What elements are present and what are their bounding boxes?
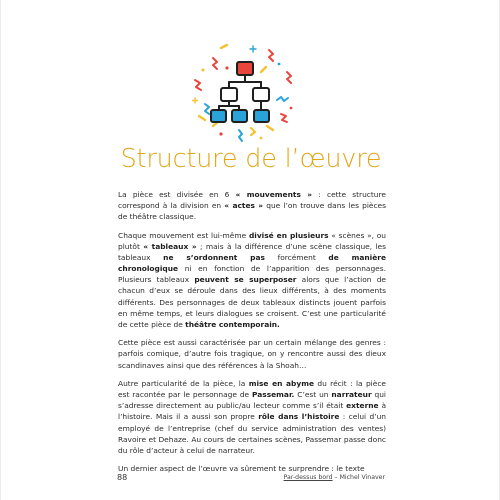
emphasis-text: Passemar. xyxy=(252,390,295,400)
text-run: qui s’adresse directement au public/au lecteur comme s’il était xyxy=(118,390,386,411)
text-run: « scènes », ou plutôt xyxy=(118,230,386,251)
author-name: Michel Vinaver xyxy=(339,474,385,481)
emphasis-text: « mouvements » xyxy=(235,190,313,199)
paragraph xyxy=(118,378,386,456)
paragraph xyxy=(118,230,386,330)
emphasis-text: « actes » xyxy=(224,201,264,211)
text-run: Un dernier aspect de l’œuvre va sûrement te surprendre : le texte xyxy=(118,464,365,474)
page-number: 88 xyxy=(117,473,128,482)
text-run: à l’histoire. Mais il a aussi son propre xyxy=(118,401,387,422)
emphasis-text: rôle dans l’histoire xyxy=(258,412,340,422)
emphasis-text: ne s’ordonnent pas xyxy=(163,252,265,262)
text-run: forcément xyxy=(264,252,329,262)
running-footer xyxy=(284,474,385,481)
paragraph xyxy=(118,189,386,222)
text-run: Chaque mouvement est lui-même xyxy=(118,230,249,240)
emphasis-text: théâtre contemporain. xyxy=(185,319,280,329)
text-run: C’est un xyxy=(294,390,332,400)
text-run: que l’on trouve dans les pièces de théâtre classique. xyxy=(118,201,387,222)
emphasis-text: divisé en plusieurs xyxy=(248,230,329,240)
emphasis-text: peuvent se superposer xyxy=(194,275,297,285)
footer-separator: – xyxy=(332,474,340,481)
paragraph xyxy=(118,463,386,474)
text-run: Cette pièce est aussi caractérisée par un certain mélange des genres : parfois comique, d’autre fois tragique, on y rencontre aussi des dieux scandinaves ainsi que des références à la Shoah… xyxy=(118,338,386,370)
emphasis-text: narrateur xyxy=(331,390,372,400)
emphasis-text: mise en abyme xyxy=(248,378,314,388)
chapter-title: Structure de l’œuvre xyxy=(120,144,382,174)
body-text xyxy=(118,189,386,482)
text-run: Autre particularité de la pièce, la xyxy=(118,378,249,388)
text-run: : cette structure correspond à la division en xyxy=(118,190,386,211)
text-run: alors que l’action de chacun d’eux se déroule dans des lieux différents, à des moments différents. Des personnages de deux tableaux distincts jouent parfois en même temps, et leurs dialogues se croisent. C’est une particularité de cette pièce de xyxy=(118,275,387,329)
paragraph xyxy=(118,337,386,370)
emphasis-text: de manière chronologique xyxy=(118,252,386,274)
text-run: ; mais à la différence d’une scène classique, les tableaux xyxy=(118,241,386,262)
emphasis-text: « tableaux » xyxy=(143,241,197,251)
book-title: Par-dessus bord xyxy=(283,474,333,481)
confetti-decoration xyxy=(193,45,293,141)
text-run: : celui d’un employé de l’entreprise (chef du service administration des ventes) Ravoire et Dehaze. Au cours de certaines scènes, Passemar passe donc du rôle d’acteur à celui de narrateur. xyxy=(118,412,386,455)
text-run: ni en fonction de l’apparition des personnages. Plusieurs tableaux xyxy=(118,264,386,285)
text-run: du récit : la pièce est racontée par le personnage de xyxy=(118,378,386,400)
emphasis-text: externe xyxy=(346,401,379,411)
text-run: La pièce est divisée en 6 xyxy=(118,190,236,199)
hierarchy-diagram-icon xyxy=(191,42,301,142)
